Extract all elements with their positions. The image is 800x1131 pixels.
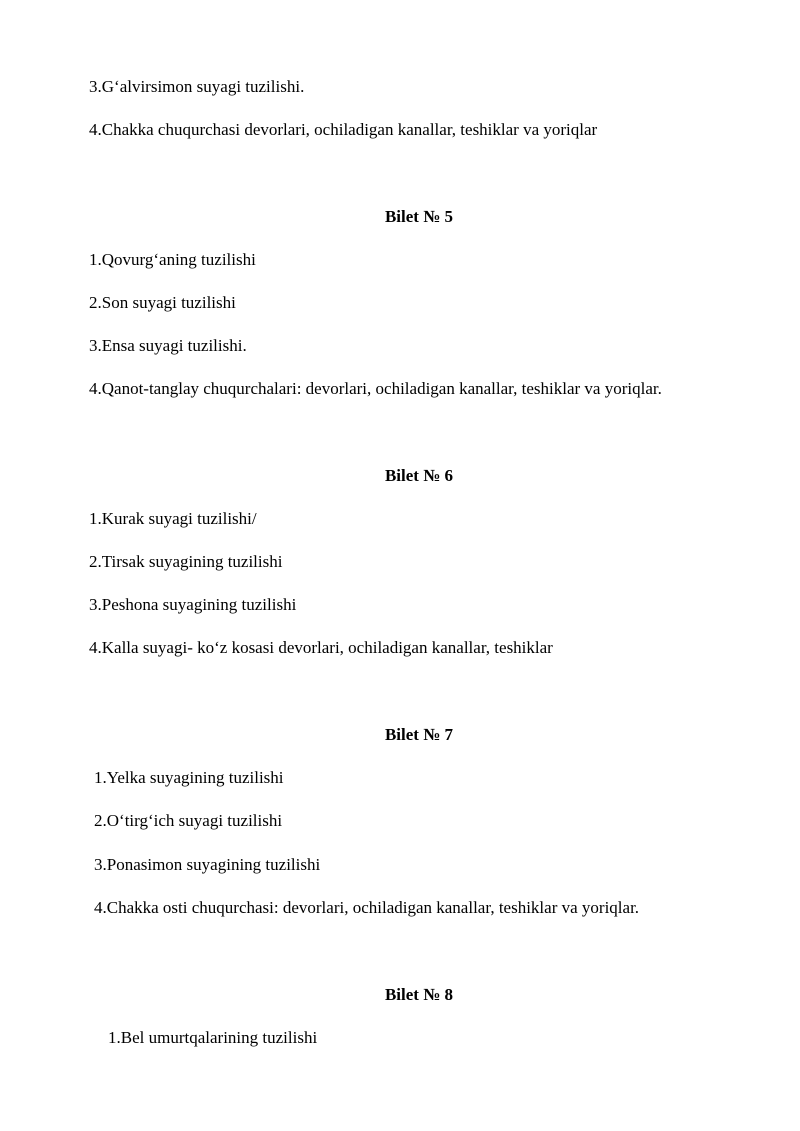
ticket-title-5: Bilet № 5 bbox=[384, 207, 454, 226]
ticket-6-item-4: 4.Kalla suyagi- ko‘z kosasi devorlari, ochiladigan kanallar, teshiklar bbox=[89, 638, 553, 657]
ticket-6-item-1: 1.Kurak suyagi tuzilishi/ bbox=[89, 509, 257, 528]
ticket-5-item-4: 4.Qanot-tanglay chuqurchalari: devorlari, ochiladigan kanallar, teshiklar va yoriqlar. bbox=[89, 379, 662, 398]
ticket-7-item-1: 1.Yelka suyagining tuzilishi bbox=[94, 768, 284, 787]
ticket-title-7: Bilet № 7 bbox=[384, 725, 454, 744]
ticket-8-item-1: 1.Bel umurtqalarining tuzilishi bbox=[108, 1028, 318, 1047]
intro-item-3: 3.G‘alvirsimon suyagi tuzilishi. bbox=[89, 77, 305, 96]
ticket-6-item-2: 2.Tirsak suyagining tuzilishi bbox=[89, 552, 283, 571]
intro-item-4: 4.Chakka chuqurchasi devorlari, ochiladigan kanallar, teshiklar va yoriqlar bbox=[89, 120, 598, 139]
ticket-7-item-2: 2.O‘tirg‘ich suyagi tuzilishi bbox=[94, 811, 283, 830]
ticket-7-item-3: 3.Ponasimon suyagining tuzilishi bbox=[94, 855, 321, 874]
ticket-6-item-3: 3.Peshona suyagining tuzilishi bbox=[89, 595, 297, 614]
ticket-5-item-1: 1.Qovurg‘aning tuzilishi bbox=[89, 250, 256, 269]
ticket-5-item-2: 2.Son suyagi tuzilishi bbox=[89, 293, 236, 312]
ticket-title-8: Bilet № 8 bbox=[384, 985, 454, 1004]
ticket-title-6: Bilet № 6 bbox=[384, 466, 454, 485]
ticket-5-item-3: 3.Ensa suyagi tuzilishi. bbox=[89, 336, 247, 355]
ticket-7-item-4: 4.Chakka osti chuqurchasi: devorlari, ochiladigan kanallar, teshiklar va yoriqlar. bbox=[94, 898, 640, 917]
